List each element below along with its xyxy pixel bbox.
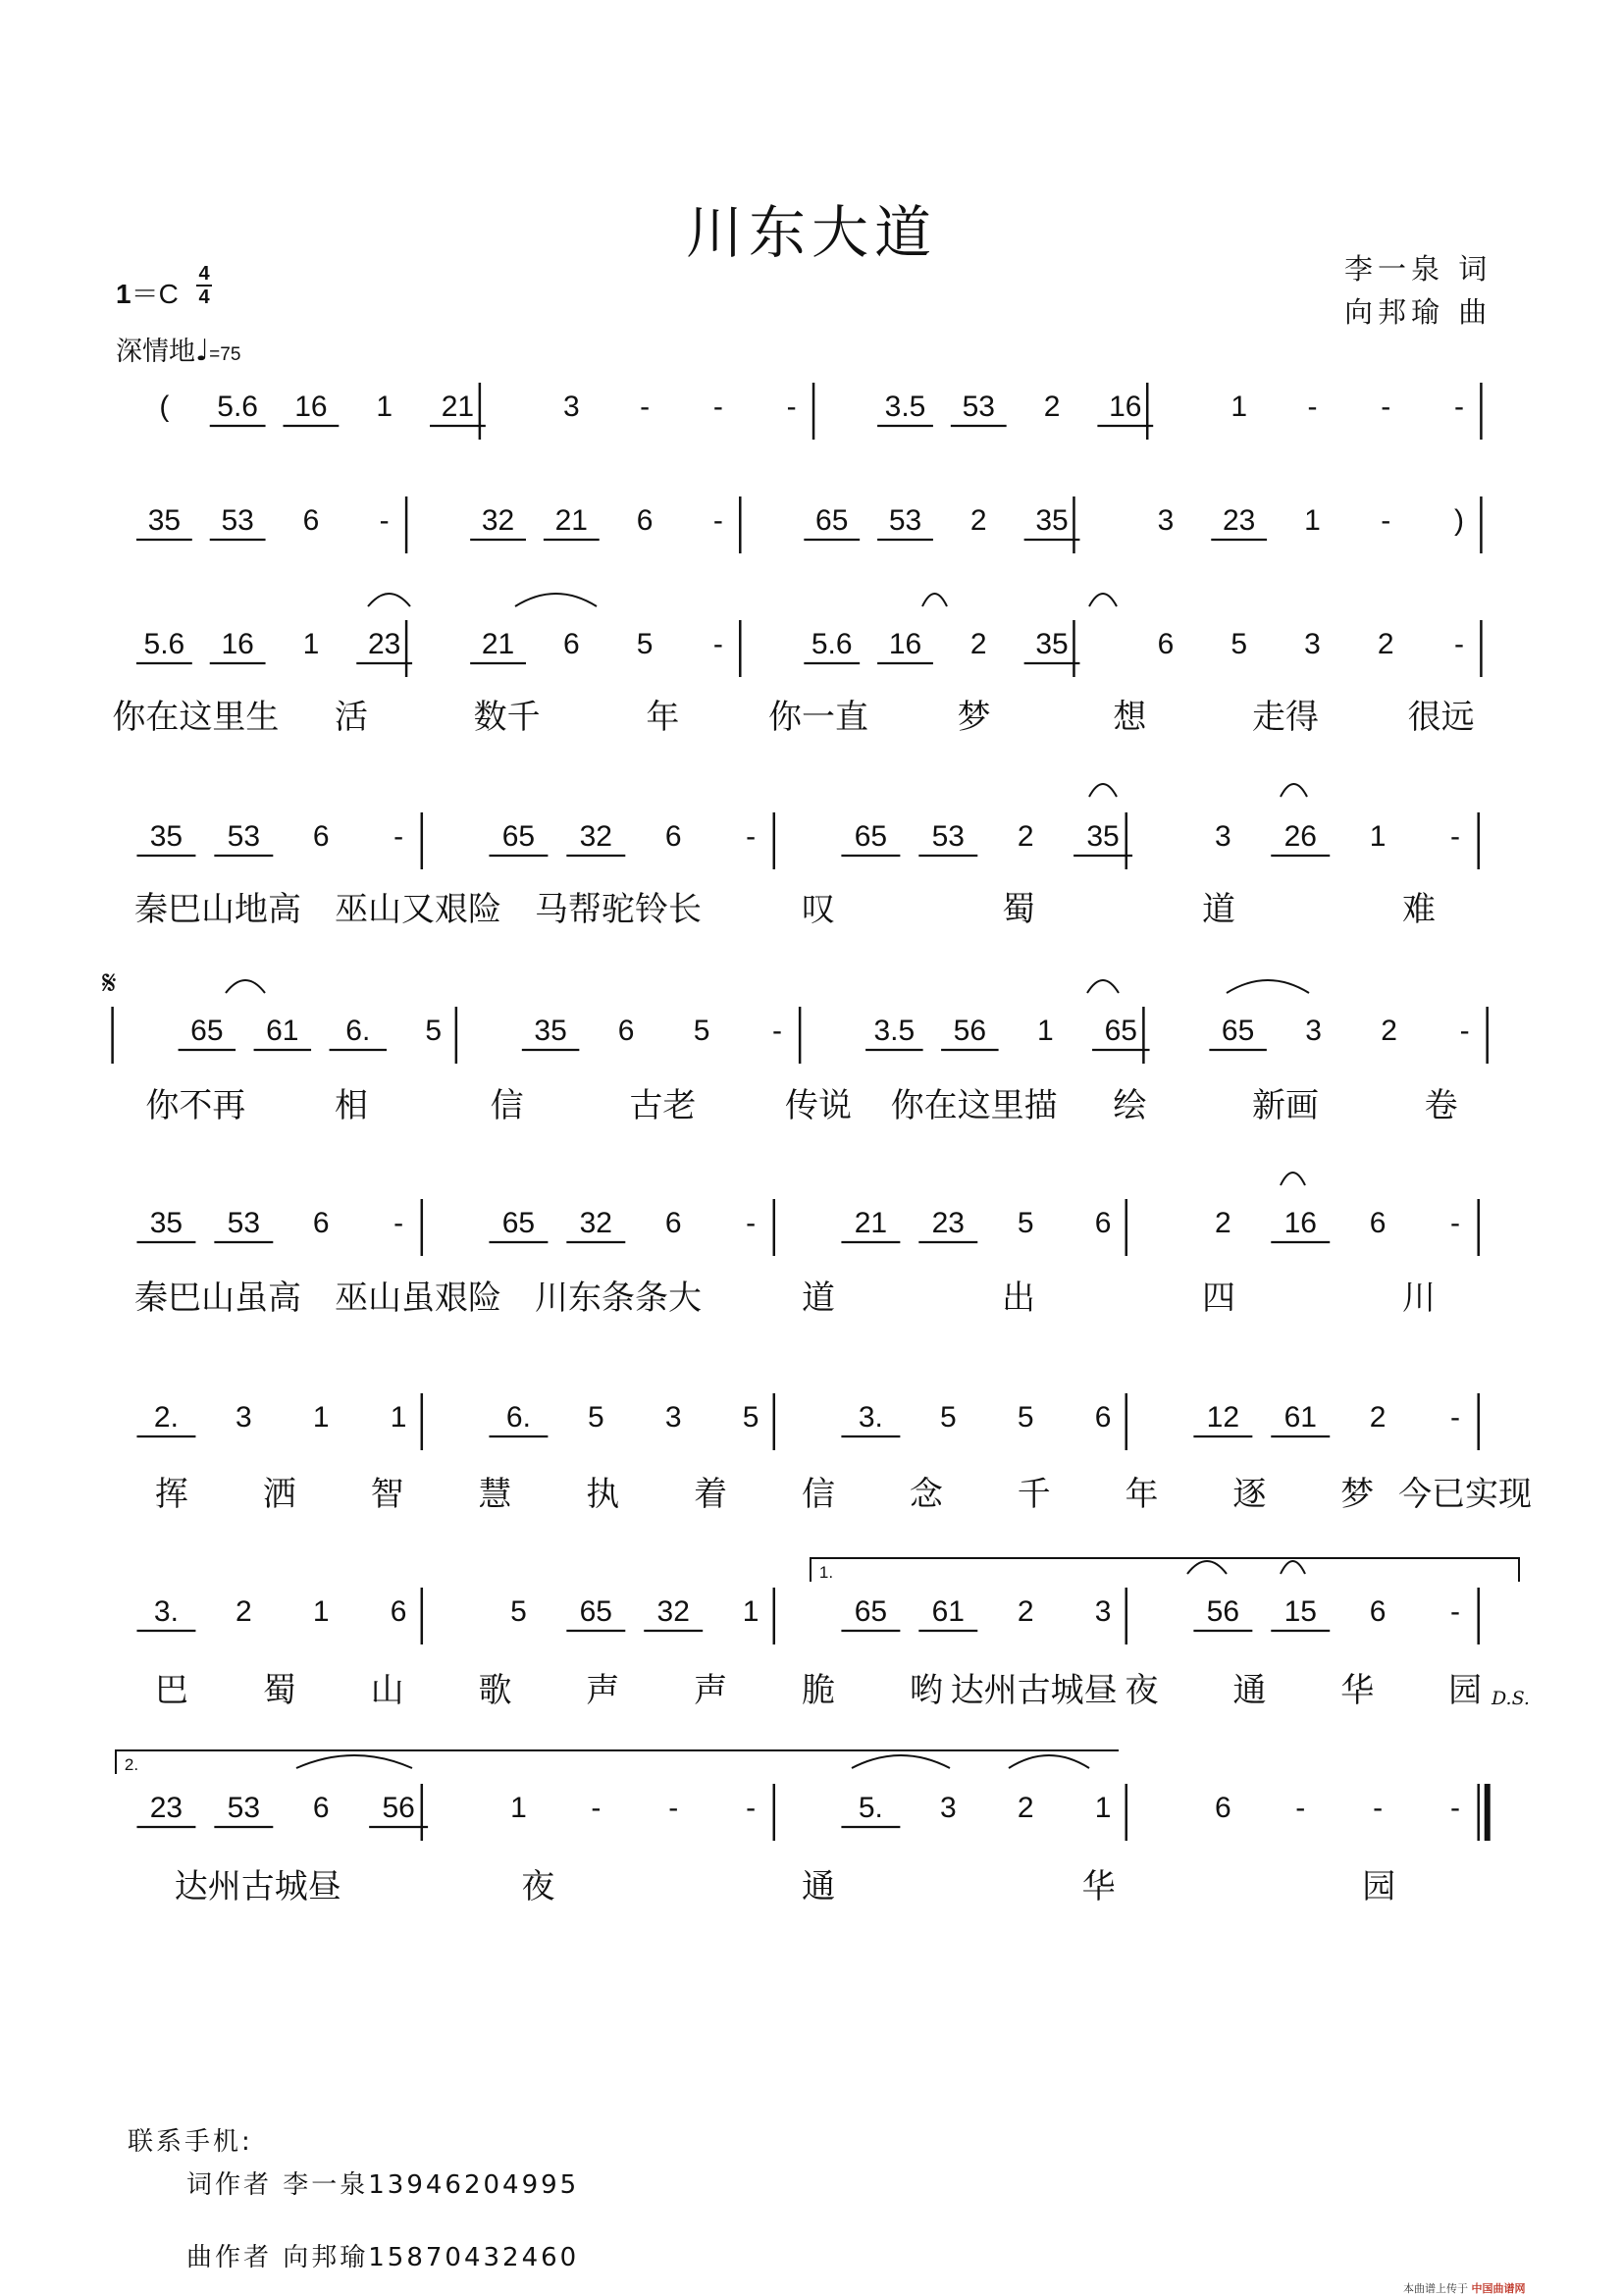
slur-arc	[1281, 1173, 1305, 1185]
note-group: 6	[312, 1792, 330, 1824]
note-group: 1	[1036, 1015, 1054, 1047]
lyric-syllable: 信	[490, 1086, 524, 1125]
lyric-syllable: 巫山虽艰险	[335, 1278, 501, 1318]
note-group: 5	[939, 1401, 957, 1434]
dash-extension: -	[1381, 391, 1391, 423]
lyric-syllable: 马帮驼铃长	[535, 890, 702, 929]
slur-arc	[296, 1755, 412, 1768]
note-group: 3	[1094, 1595, 1112, 1628]
lyric-syllable: 梦	[957, 698, 991, 737]
lyric-syllable: 传说	[785, 1086, 852, 1125]
lyric-syllable: 巫山又艰险	[335, 890, 501, 929]
note-group: 2	[1369, 1401, 1387, 1434]
note-group: 1	[510, 1792, 527, 1824]
dash-extension: -	[1450, 820, 1461, 853]
lyric-syllable: 挥	[154, 1475, 188, 1514]
dash-extension: -	[1450, 1595, 1461, 1628]
note-group: 5	[693, 1015, 710, 1047]
lyricist-credit: 李一泉 词	[1344, 252, 1492, 286]
note-group: 35	[1086, 820, 1120, 853]
note-group: 21	[441, 391, 475, 423]
slur-arc	[1087, 980, 1119, 993]
note-group: 2	[969, 504, 987, 537]
note-group: 3.5	[884, 391, 926, 423]
dash-extension: -	[712, 504, 723, 537]
note-group: 5	[425, 1015, 443, 1047]
lyric-syllable: 古老	[629, 1086, 697, 1125]
lyric-syllable: 出	[1002, 1278, 1035, 1318]
lyric-syllable: 四	[1202, 1278, 1235, 1318]
slur-arc	[515, 594, 597, 606]
lyric-syllable: 千	[1017, 1475, 1051, 1514]
note-group: 26	[1283, 820, 1317, 853]
note-group: 6	[312, 820, 330, 853]
slur-arc	[1089, 784, 1117, 797]
note-group: 5	[636, 628, 654, 660]
note-group: 2	[1381, 1015, 1397, 1047]
lyric-syllable: 你不再	[145, 1086, 246, 1125]
lyric-syllable: 达州古城昼	[174, 1867, 341, 1906]
note-group: 5	[1017, 1207, 1034, 1239]
dash-extension: -	[1453, 391, 1464, 423]
slur-arc	[1187, 1561, 1227, 1574]
note-group: 23	[367, 628, 401, 660]
note-group: 5.6	[143, 628, 185, 660]
contact-composer: 曲作者 向邦瑜15870432460	[186, 2243, 580, 2272]
dash-extension: -	[712, 628, 723, 660]
note-group: 5.6	[811, 628, 853, 660]
lyric-syllable: 相	[335, 1086, 368, 1125]
note-group: 35	[149, 1207, 183, 1239]
note-group: 5.6	[217, 391, 259, 423]
lyric-syllable: 川	[1402, 1278, 1436, 1318]
lyric-syllable: 梦	[1340, 1475, 1375, 1514]
lyric-syllable: 慧	[478, 1475, 512, 1514]
note-group: 32	[579, 820, 613, 853]
note-group: 65	[1221, 1015, 1255, 1047]
note-group: 53	[227, 1792, 261, 1824]
footer-source: 本曲谱上传于 中国曲谱网	[1403, 2282, 1526, 2295]
volta-label-second: 2.	[124, 1755, 139, 1774]
note-group: 53	[962, 391, 995, 423]
note-group: 1	[1304, 504, 1321, 537]
note-group: 65	[815, 504, 849, 537]
note-group: 3.5	[873, 1015, 916, 1047]
lyric-syllable: 着	[694, 1475, 728, 1514]
note-group: 53	[227, 1207, 261, 1239]
note-group: 16	[221, 628, 254, 660]
lyric-syllable: 逐	[1232, 1475, 1267, 1514]
note-group: 3	[1157, 504, 1175, 537]
dash-extension: -	[1453, 628, 1464, 660]
note-group: 1	[1230, 391, 1248, 423]
lyric-syllable: 活	[335, 698, 368, 737]
expression-text: 深情地	[116, 337, 195, 367]
note-group: 61	[1283, 1401, 1317, 1434]
lyric-syllable: 川东条条大	[535, 1278, 702, 1318]
note-group: 2	[1043, 391, 1061, 423]
dash-extension: -	[1450, 1792, 1461, 1824]
note-group: 23	[931, 1207, 965, 1239]
lyric-syllable: 华	[1081, 1867, 1116, 1906]
note-group: 56	[382, 1792, 415, 1824]
slur-arc	[922, 594, 947, 606]
lyric-syllable: 道	[802, 1278, 835, 1318]
note-group: 56	[953, 1015, 987, 1047]
lyric-syllable: 绘	[1113, 1086, 1147, 1125]
note-group: 2	[1215, 1207, 1231, 1239]
note-group: 53	[888, 504, 922, 537]
note-group: 3	[939, 1792, 957, 1824]
note-group: 1	[312, 1595, 330, 1628]
note-group: 35	[147, 504, 182, 537]
lyric-syllable: 你在这里生	[112, 698, 280, 737]
note-group: 61	[931, 1595, 965, 1628]
contact-lyricist: 词作者 李一泉13946204995	[186, 2170, 580, 2200]
note-group: 1	[742, 1595, 759, 1628]
composer-credit: 向邦瑜 曲	[1344, 295, 1492, 329]
note-group: 6	[312, 1207, 330, 1239]
note-group: 6	[1094, 1401, 1112, 1434]
lyric-syllable: 声	[694, 1671, 728, 1710]
note-group: 3	[235, 1401, 252, 1434]
slur-arc	[852, 1755, 950, 1768]
volta-label-first: 1.	[818, 1563, 834, 1582]
lyric-syllable: 秦巴山地高	[134, 890, 301, 929]
lyric-syllable: 你一直	[768, 698, 868, 737]
note-group: 5.	[858, 1792, 883, 1824]
note-group: 1	[376, 391, 393, 423]
note-group: 3	[664, 1401, 682, 1434]
lyric-syllable: 秦巴山虽高	[134, 1278, 301, 1318]
note-group: 3.	[858, 1401, 883, 1434]
note-group: 32	[579, 1207, 613, 1239]
note-group: 1	[1369, 820, 1387, 853]
note-group: 53	[221, 504, 254, 537]
lyric-syllable: 通	[1232, 1671, 1267, 1710]
slur-arc	[1227, 980, 1309, 993]
lyric-syllable: 信	[802, 1475, 835, 1514]
lyric-syllable: 智	[370, 1475, 404, 1514]
note-group: 6.	[505, 1401, 531, 1434]
note-group: 6	[562, 628, 580, 660]
dash-extension: -	[591, 1792, 602, 1824]
note-group: 61	[266, 1015, 299, 1047]
note-group: 23	[1222, 504, 1256, 537]
lyric-syllable: 想	[1113, 698, 1147, 737]
dash-extension: -	[1307, 391, 1318, 423]
lyric-syllable: 叹	[802, 890, 835, 929]
note-group: 6	[1094, 1207, 1112, 1239]
note-group: 35	[534, 1015, 567, 1047]
note-group: 2.	[153, 1401, 179, 1434]
note-group: 65	[190, 1015, 224, 1047]
dash-extension: -	[746, 1792, 757, 1824]
contact-heading: 联系手机:	[128, 2127, 253, 2157]
note-group: 6	[302, 504, 320, 537]
note-group: 65	[501, 1207, 536, 1239]
lyric-syllable: 夜	[1125, 1671, 1159, 1710]
note-group: 6.	[345, 1015, 371, 1047]
note-group: 2	[1017, 820, 1034, 853]
meter-top: 4	[198, 263, 210, 285]
lyric-syllable: 歌	[478, 1671, 512, 1710]
note-group: 16	[1109, 391, 1142, 423]
dash-extension: -	[379, 504, 390, 537]
note-group: 65	[1104, 1015, 1137, 1047]
da-segno-mark: D.S.	[1492, 1688, 1530, 1709]
lyric-syllable: 脆	[802, 1671, 835, 1710]
dash-extension: -	[393, 1207, 404, 1239]
note-group: 6	[1215, 1792, 1231, 1824]
slur-arc	[1281, 1561, 1305, 1574]
segno-icon: 𝄋	[102, 964, 117, 1003]
slur-arc	[1009, 1755, 1089, 1768]
note-group: 6	[390, 1595, 407, 1628]
lyric-syllable: 声	[586, 1671, 620, 1710]
note-group: 21	[554, 504, 589, 537]
note-group: 65	[579, 1595, 613, 1628]
quarter-note-icon: ♩	[195, 334, 210, 368]
lyric-syllable: 卷	[1424, 1086, 1458, 1125]
lyric-syllable: 园	[1362, 1867, 1396, 1906]
dash-extension: -	[640, 391, 651, 423]
note-group: 3	[1215, 820, 1231, 853]
note-group: 5	[742, 1401, 759, 1434]
lyric-syllable: 走得	[1252, 698, 1319, 737]
dash-extension: -	[746, 1207, 757, 1239]
note-group: 21	[854, 1207, 888, 1239]
note-group: 35	[1035, 504, 1069, 537]
lyric-syllable: 你在这里描	[890, 1086, 1058, 1125]
note-group: 65	[854, 1595, 888, 1628]
lyric-syllable: 道	[1202, 890, 1235, 929]
lyric-syllable: 数千	[473, 698, 541, 737]
lyric-syllable: 执	[586, 1475, 620, 1514]
note-group: 5	[510, 1595, 527, 1628]
note-group: 6	[1369, 1595, 1387, 1628]
lyric-syllable: 年	[1125, 1475, 1159, 1514]
note-group: 23	[149, 1792, 183, 1824]
dash-extension: -	[1450, 1207, 1461, 1239]
meter-bottom: 4	[198, 287, 210, 308]
slur-arc	[1281, 784, 1307, 797]
dash-extension: -	[746, 820, 757, 853]
note-group: 21	[481, 628, 515, 660]
note-group: (	[159, 391, 170, 423]
dash-extension: -	[1381, 504, 1391, 537]
dash-extension: -	[786, 391, 797, 423]
note-group: 53	[227, 820, 261, 853]
note-group: 6	[636, 504, 654, 537]
dash-extension: -	[712, 391, 723, 423]
note-group: 6	[664, 820, 682, 853]
note-group: 2	[235, 1595, 252, 1628]
note-group: 16	[888, 628, 922, 660]
note-group: 16	[294, 391, 328, 423]
note-group: 3.	[153, 1595, 179, 1628]
dash-extension: -	[393, 820, 404, 853]
note-group: 2	[969, 628, 987, 660]
note-group: 5	[587, 1401, 604, 1434]
note-group: 32	[656, 1595, 690, 1628]
lyric-syllable: 通	[802, 1867, 835, 1906]
volta-bracket-first	[811, 1558, 1519, 1582]
lyric-syllable: 华	[1340, 1671, 1375, 1710]
lyric-syllable: 很远	[1407, 698, 1475, 737]
note-group: 6	[664, 1207, 682, 1239]
dash-extension: -	[1450, 1401, 1461, 1434]
dash-extension: -	[1459, 1015, 1470, 1047]
note-group: 15	[1283, 1595, 1317, 1628]
tempo-bpm: =75	[209, 344, 241, 365]
note-group: 12	[1206, 1401, 1240, 1434]
note-group: 5	[1017, 1401, 1034, 1434]
lyric-syllable: 今已实现	[1398, 1475, 1533, 1514]
slur-arc	[368, 594, 410, 606]
dash-extension: -	[1373, 1792, 1384, 1824]
note-group: )	[1453, 504, 1464, 537]
note-group: 3	[1305, 1015, 1322, 1047]
note-group: 32	[481, 504, 515, 537]
lyric-syllable: 达州古城昼	[950, 1671, 1118, 1710]
lyric-syllable: 哟	[909, 1671, 943, 1710]
note-group: 3	[1304, 628, 1321, 660]
note-group: 65	[854, 820, 888, 853]
lyric-syllable: 念	[909, 1475, 943, 1514]
dash-extension: -	[1295, 1792, 1306, 1824]
song-title: 川东大道	[685, 199, 937, 266]
note-group: 1	[1094, 1792, 1112, 1824]
note-group: 35	[1035, 628, 1069, 660]
note-group: 6	[1369, 1207, 1387, 1239]
slur-arc	[1089, 594, 1117, 606]
lyric-syllable: 新画	[1252, 1086, 1319, 1125]
note-group: 5	[1230, 628, 1248, 660]
note-group: 2	[1017, 1792, 1034, 1824]
note-group: 53	[931, 820, 965, 853]
lyric-syllable: 难	[1402, 890, 1436, 929]
lyric-syllable: 山	[370, 1671, 404, 1710]
note-group: 65	[501, 820, 536, 853]
lyric-syllable: 蜀	[1002, 890, 1035, 929]
note-group: 1	[312, 1401, 330, 1434]
lyric-syllable: 园	[1448, 1671, 1483, 1710]
note-group: 16	[1283, 1207, 1317, 1239]
lyric-syllable: 夜	[521, 1867, 555, 1906]
slur-arc	[226, 980, 265, 993]
dash-extension: -	[668, 1792, 679, 1824]
volta-bracket-second	[116, 1750, 1119, 1774]
note-group: 3	[562, 391, 580, 423]
lyric-syllable: 巴	[154, 1671, 188, 1710]
note-group: 1	[390, 1401, 407, 1434]
lyric-syllable: 蜀	[262, 1671, 296, 1710]
note-group: 1	[302, 628, 320, 660]
note-group: 6	[1157, 628, 1175, 660]
lyric-syllable: 年	[646, 698, 680, 737]
note-group: 56	[1206, 1595, 1240, 1628]
note-group: 6	[617, 1015, 635, 1047]
note-group: 2	[1377, 628, 1394, 660]
dash-extension: -	[772, 1015, 783, 1047]
note-group: 35	[149, 820, 183, 853]
lyric-syllable: 洒	[262, 1475, 296, 1514]
note-group: 2	[1017, 1595, 1034, 1628]
key-signature: 1＝C	[116, 279, 179, 309]
